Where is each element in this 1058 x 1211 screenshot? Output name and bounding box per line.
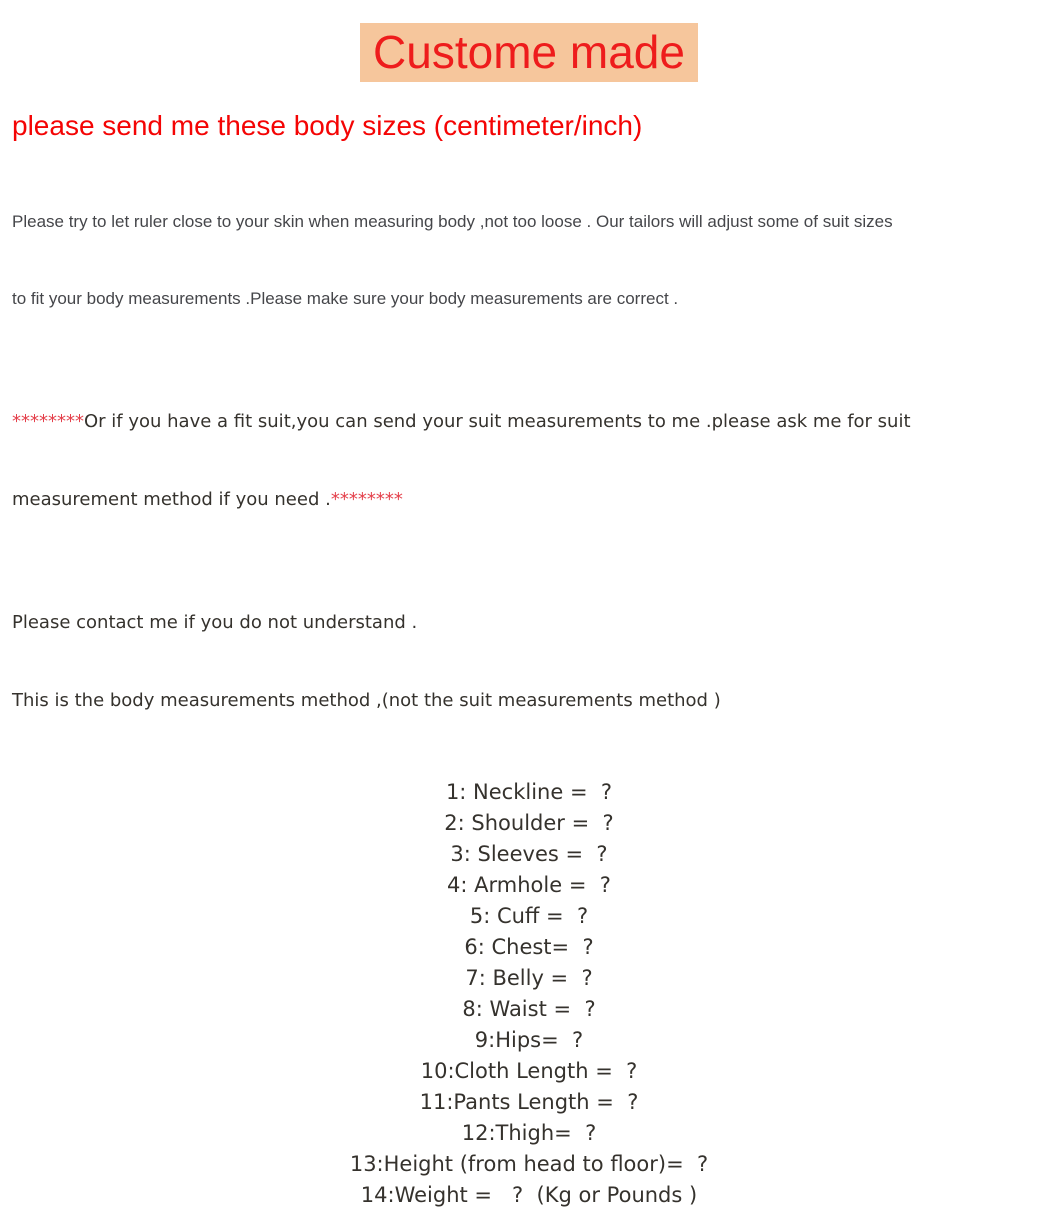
measurement-item-weight: 14:Weight = ? (Kg or Pounds ): [360, 1182, 698, 1207]
measurement-item-hips: 9:Hips= ?: [474, 1027, 584, 1052]
measurement-item-thigh: 12:Thigh= ?: [461, 1120, 597, 1145]
suit-note-line-2: [12, 487, 1058, 513]
measuring-instructions-paragraph: [12, 158, 1058, 337]
title-banner: [0, 23, 1058, 82]
measurement-item-pants-length: 11:Pants Length = ?: [419, 1089, 639, 1114]
contact-line-1: Please contact me if you do not understand .: [12, 611, 418, 633]
page-title: Custome made: [360, 23, 698, 82]
measurement-item-sleeves: 3: Sleeves = ?: [450, 841, 608, 866]
leading-asterisks: ********: [12, 410, 84, 432]
trailing-asterisks: ********: [330, 488, 403, 510]
suit-note-text-1: Or if you have a fit suit,you can send your suit measurements to me .please ask me for suit: [84, 410, 911, 432]
measurement-item-cloth-length: 10:Cloth Length = ?: [420, 1058, 638, 1083]
body-sizes-heading: please send me these body sizes (centimeter/inch): [12, 110, 643, 141]
measurement-item-armhole: 4: Armhole = ?: [447, 872, 611, 897]
measurement-item-chest: 6: Chest= ?: [464, 934, 594, 959]
intro-line-2: to fit your body measurements .Please make sure your body measurements are correct .: [12, 288, 679, 308]
intro-line-1: Please try to let ruler close to your skin when measuring body ,not too loose . Our tailors will adjust some of suit sizes: [12, 212, 893, 231]
measurement-item-waist: 8: Waist = ?: [462, 996, 596, 1021]
measurements-list: [0, 777, 1058, 1211]
contact-paragraph: [12, 558, 1058, 740]
contact-line-2: This is the body measurements method ,(not the suit measurements method ): [12, 689, 721, 711]
suit-measurements-note: [12, 357, 1058, 539]
measurement-item-cuff: 5: Cuff = ?: [469, 903, 589, 928]
measurement-item-shoulder: 2: Shoulder = ?: [444, 810, 614, 835]
suit-note-text-2: measurement method if you need .: [12, 488, 331, 510]
measurement-item-neckline: 1: Neckline = ?: [445, 779, 613, 804]
suit-note-line-1: [12, 409, 1058, 435]
measurement-item-belly: 7: Belly = ?: [465, 965, 593, 990]
measurement-item-height: 13:Height (from head to floor)= ?: [349, 1151, 709, 1176]
